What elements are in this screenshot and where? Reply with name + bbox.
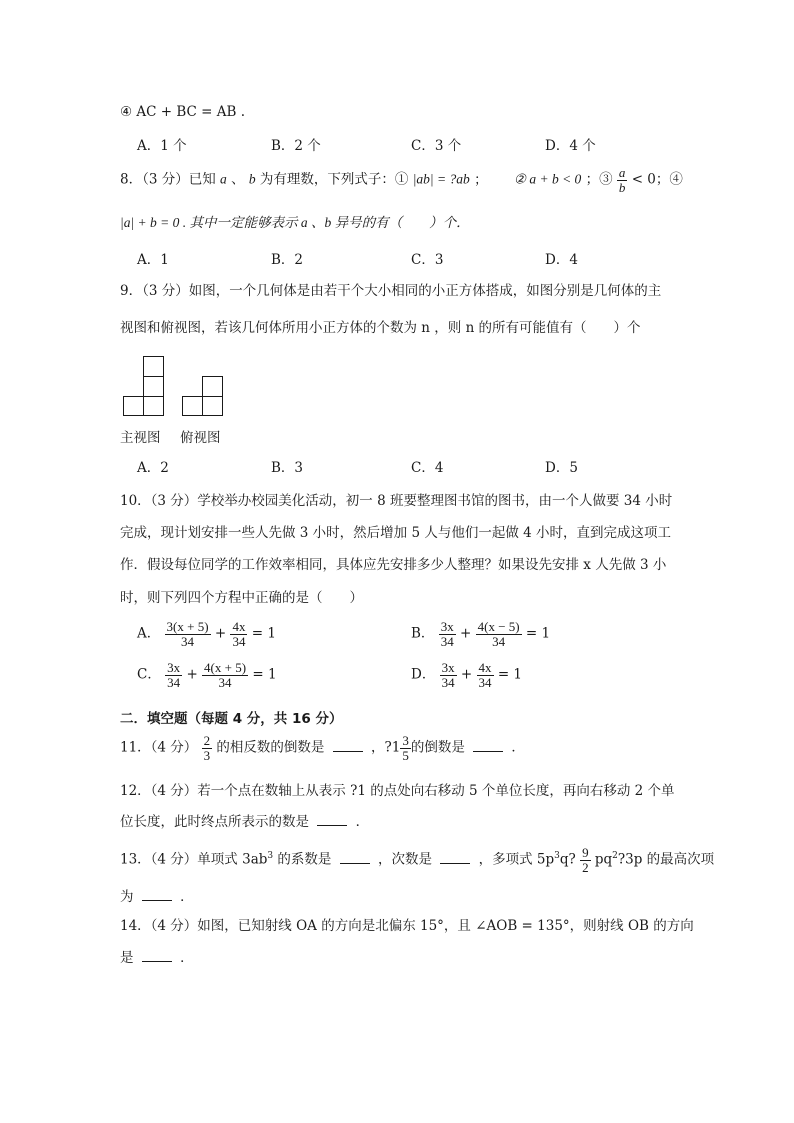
q7-choice-d: D．4 个 <box>545 138 596 154</box>
q7-choice-c: C．3 个 <box>411 138 462 154</box>
top-view-label: 俯视图 <box>180 430 221 446</box>
front-view-label: 主视图 <box>120 430 161 446</box>
q10-option-b: B． $\frac{3x}{34}$ + $\frac{4(x - 5)}{34}$ = 1 <box>411 619 551 649</box>
q8-choice-a: A．1 <box>137 252 169 268</box>
q14-line2: 是 ． <box>120 950 194 966</box>
q12-line1: 12．（4 分）若一个点在数轴上从表示 ?1 的点处向右移动 5 个单位长度，再向右移动 2 个单 <box>120 783 675 799</box>
q8-choice-b: B．2 <box>271 252 304 268</box>
q13-line2: 为 ． <box>120 889 194 905</box>
q8-fraction: $\frac{a}{b}$ <box>618 165 626 195</box>
q8-item3-suffix: < 0；④ <box>631 171 683 188</box>
q13-line1: 13．（4 分）单项式 $3ab^3$ 的系数是 ，次数是 ，多项式 $5p^3q$? $\frac{9}{2}$ $pq^2?3p$ 的最高次项 <box>120 845 715 875</box>
q9-line2: 视图和俯视图，若该几何体所用小正方体的个数为 n ，则 n 的所有可能值有（ ）个 <box>120 320 641 336</box>
q10-option-c: C． $\frac{3x}{34}$ + $\frac{4(x + 5)}{34}$ = 1 <box>137 660 277 690</box>
q13-blank-1[interactable] <box>340 851 370 864</box>
q8-var-b: b <box>248 171 256 187</box>
q8-prefix: 8．（3 分）已知 <box>120 171 216 188</box>
q10-line2: 完成，现计划安排一些人先做 3 小时，然后增加 5 人与他们一起做 4 小时，直到完成这项工 <box>120 525 672 541</box>
q11-blank-1[interactable] <box>333 739 363 752</box>
q13-blank-3[interactable] <box>142 888 172 901</box>
q12-blank[interactable] <box>317 813 347 826</box>
q10-option-a: A． $\frac{3(x + 5)}{34}$ + $\frac{4x}{34}$ = 1 <box>137 619 276 649</box>
q7-item4: ④ AC + BC = AB . <box>120 104 246 120</box>
q14-line1: 14．（4 分）如图，已知射线 OA 的方向是北偏东 15°，且 ∠AOB = 135°，则射线 OB 的方向 <box>120 918 694 934</box>
q9-line1: 9．（3 分）如图，一个几何体是由若干个大小相同的小正方体搭成，如图分别是几何体的主 <box>120 283 662 299</box>
q8-item3-prefix: ；③ <box>585 171 613 188</box>
q8-item2: ② a + b < 0 <box>513 171 582 187</box>
q8-mid: 为有理数，下列式子：① <box>259 171 409 188</box>
q8-line2: |a| + b = 0 . 其中一定能够表示 a 、b 异号的有（ ）个． <box>120 215 470 230</box>
q10-option-d: D． $\frac{3x}{34}$ + $\frac{4x}{34}$ = 1 <box>411 660 523 690</box>
q14-blank[interactable] <box>142 949 172 962</box>
q10-line4: 时，则下列四个方程中正确的是（ ） <box>120 590 363 606</box>
section-fill-in-title: 二．填空题（每题 4 分，共 16 分） <box>120 711 343 727</box>
q9-choice-c: C．4 <box>411 460 444 476</box>
q11-line: 11．（4 分） $\frac{2}{3}$ 的相反数的倒数是 ，?1 $\frac{3}{5}$ 的倒数是 ． <box>120 733 525 763</box>
q12-line2: 位长度，此时终点所表示的数是 ． <box>120 814 370 830</box>
q8-expr1: |ab| = ?ab <box>412 171 470 187</box>
q10-line1: 10．（3 分）学校举办校园美化活动，初一 8 班要整理图书馆的图书，由一个人做要 34 小时 <box>120 493 673 509</box>
q10-line3: 作．假设每位同学的工作效率相同，具体应先安排多少人整理？如果设先安排 x 人先做 3 小 <box>120 557 667 573</box>
q8-var-a: a <box>220 171 227 187</box>
q8-line1: 8．（3 分）已知 a 、 b 为有理数，下列式子：① |ab| = ?ab ； ② a + b < 0 ；③ $\frac{a}{b}$ < 0；④ <box>120 165 683 195</box>
q9-choice-a: A．2 <box>137 460 169 476</box>
q7-choice-b: B．2 个 <box>271 138 321 154</box>
q7-choice-a: A．1 个 <box>137 138 187 154</box>
q8-sep: 、 <box>231 171 245 188</box>
q13-blank-2[interactable] <box>440 851 470 864</box>
q8-choice-d: D．4 <box>545 252 578 268</box>
q8-choice-c: C．3 <box>411 252 444 268</box>
q9-choice-b: B．3 <box>271 460 304 476</box>
q9-choice-d: D．5 <box>545 460 578 476</box>
q11-blank-2[interactable] <box>473 739 503 752</box>
